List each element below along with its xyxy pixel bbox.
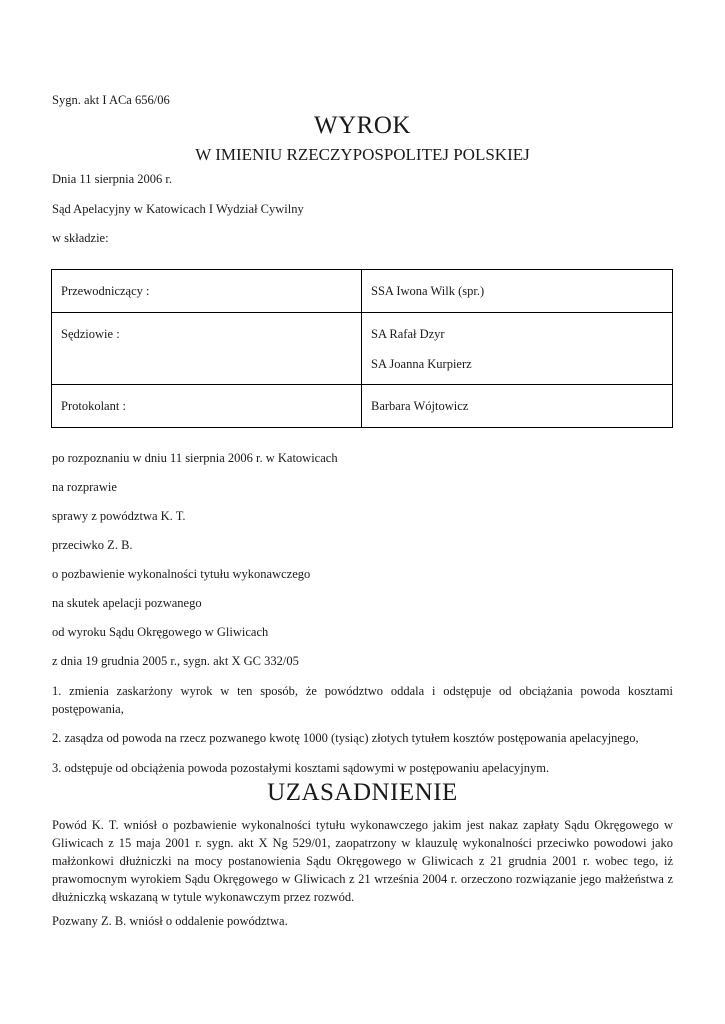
judge-1: SA Rafał Dzyr (371, 327, 445, 341)
judgment-subtitle: W IMIENIU RZECZYPOSPOLITEJ POLSKIEJ (195, 145, 530, 164)
clerk-label: Protokolant : (61, 399, 126, 413)
panel-table (51, 269, 673, 428)
table-row (52, 313, 673, 385)
chair-value: SSA Iwona Wilk (spr.) (371, 284, 485, 298)
ruling-point-2: 2. zasądza od powoda na rzecz pozwanego kwotę 1000 (tysiąc) złotych tytułem kosztów postępowania apelacyjnego, (52, 731, 639, 745)
table-row (52, 385, 673, 428)
proceeding-line: na rozprawie (52, 480, 117, 494)
judgment-date: Dnia 11 sierpnia 2006 r. (52, 172, 173, 186)
proceeding-line: z dnia 19 grudnia 2005 r., sygn. akt X GC 332/05 (52, 654, 299, 668)
clerk-value: Barbara Wójtowicz (371, 399, 469, 413)
case-number: Sygn. akt I ACa 656/06 (52, 93, 170, 107)
ruling-point-3: 3. odstępuje od obciążenia powoda pozostałymi kosztami sądowymi w postępowaniu apelacyjnym. (52, 761, 550, 775)
proceeding-line: po rozpoznaniu w dniu 11 sierpnia 2006 r. w Katowicach (52, 451, 338, 465)
proceeding-line: na skutek apelacji pozwanego (52, 596, 202, 610)
proceeding-line: od wyroku Sądu Okręgowego w Gliwicach (52, 625, 269, 639)
composition-label: w składzie: (52, 231, 109, 245)
proceeding-line: sprawy z powództwa K. T. (52, 509, 186, 523)
court-name: Sąd Apelacyjny w Katowicach I Wydział Cywilny (52, 202, 304, 216)
ruling-point-1: 1. zmienia zaskarżony wyrok w ten sposób, że powództwo oddala i odstępuje od obciążania powoda kosztami postępowania, (52, 684, 673, 716)
judge-2: SA Joanna Kurpierz (371, 357, 472, 371)
justification-paragraph: Pozwany Z. B. wniósł o oddalenie powództwa. (52, 914, 288, 928)
chair-label: Przewodniczący : (61, 284, 150, 298)
judgment-title: WYROK (314, 112, 411, 139)
table-row (52, 270, 673, 313)
proceeding-line: o pozbawienie wykonalności tytułu wykonawczego (52, 567, 311, 581)
judges-label: Sędziowie : (61, 327, 120, 341)
justification-paragraph: Powód K. T. wniósł o pozbawienie wykonalności tytułu wykonawczego jakim jest nakaz zapłaty Sądu Okręgowego w Gliwicach z 15 maja 2001 r. sygn. akt X Ng 529/01, zaopatrzony w klauzulę wykonalności przeciwko powodowi jako małżonkowi dłużniczki na mocy postanowienia Sądu Okręgowego w Gliwicach z 21 grudnia 2001 r. wobec tego, iż prawomocnym wyrokiem Sądu Okręgowego w Gliwicach z 21 września 2004 r. orzeczono rozwiązanie jego małżeństwa z dłużniczką wskazaną w tytule wykonawczym przez rozwód. (52, 818, 673, 904)
proceeding-line: przeciwko Z. B. (52, 538, 133, 552)
justification-title: UZASADNIENIE (267, 779, 458, 806)
